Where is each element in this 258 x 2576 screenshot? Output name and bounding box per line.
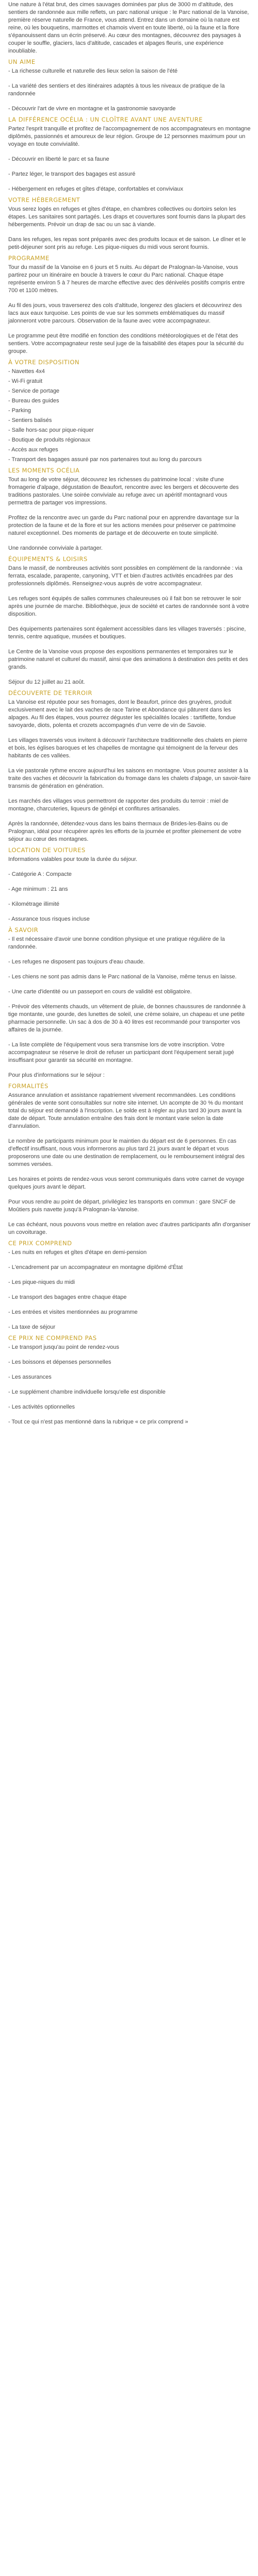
section-title: VOTRE HÉBERGEMENT bbox=[8, 196, 80, 204]
section-paragraph: - Prévoir des vêtements chauds, un vêtement de pluie, de bonnes chaussures de randonnée à tige montante, une gourde, des lunettes de soleil, une crème solaire, un chapeau et une petite pharmacie personnelle. Un sac à dos de 30 à 40 litres est recommandé pour transporter vos affaires de la journée. bbox=[8, 1004, 246, 1033]
section-paragraph: - La liste complète de l'équipement vous sera transmise lors de votre inscription. Votre accompagnateur se réserve le droit de refuser un participant dont l'équipement serait jugé insuffisant pour garantir sa sécurité en montagne. bbox=[8, 1042, 234, 1063]
section-paragraph: - Hébergement en refuges et gîtes d'étape, confortables et conviviaux bbox=[8, 186, 184, 192]
section-paragraph: Assurance annulation et assistance rapatriement vivement recommandées. Les conditions générales de vente sont consultables sur notre site internet. Un acompte de 30 % du montant total du séjour est demandé à l'inscription. Le solde est à régler au plus tard 30 jours avant la date de départ. Toute annulation entraîne des frais dont le montant varie selon la date d'annulation. bbox=[8, 1092, 243, 1129]
section-paragraph: Dans le massif, de nombreuses activités sont possibles en complément de la randonnée : via ferrata, escalade, parapente, canyoning, VTT et bien d'autres activités encadrées par des professionnels diplômés. Renseignez-vous auprès de votre accompagnateur. bbox=[8, 565, 243, 587]
section-title: ÉQUIPEMENTS & LOISIRS bbox=[8, 555, 88, 563]
section-paragraph: - Assurance tous risques incluse bbox=[8, 916, 90, 922]
section-title: PROGRAMME bbox=[8, 255, 50, 262]
section-paragraph: Partez l'esprit tranquille et profitez de l'accompagnement de nos accompagnateurs en montagne diplômés, passionnés et amoureux de leur région. Groupe de 12 personnes maximum pour un voyage en toute convivialité. bbox=[8, 126, 251, 147]
section-paragraph: - Une carte d'identité ou un passeport en cours de validité est obligatoire. bbox=[8, 989, 192, 995]
section-title: FORMALITÉS bbox=[8, 1082, 49, 1090]
list-item: - Bureau des guides bbox=[8, 398, 59, 404]
amenities-list bbox=[8, 368, 251, 464]
section-paragraph: - Les pique-niques du midi bbox=[8, 1279, 75, 1285]
section bbox=[8, 196, 251, 251]
section-paragraph: Les refuges sont équipés de salles communes chaleureuses où il fait bon se retrouver le soir après une journée de marche. Bibliothèque, jeux de société et cartes de randonnée sont à votre disposition. bbox=[8, 596, 249, 617]
section-paragraph: Au fil des jours, vous traverserez des cols d'altitude, longerez des glaciers et découvrirez des lacs aux eaux turquoise. Les points de vue sur les sommets emblématiques du massif jalonneront votre parcours. Observation de la faune avec votre accompagnateur. bbox=[8, 302, 242, 324]
section-title: LA DIFFÉRENCE OCÉLIA : UN CLOÎTRE AVANT UNE AVENTURE bbox=[8, 116, 203, 123]
section bbox=[8, 1240, 251, 1331]
section-paragraph: Informations valables pour toute la durée du séjour. bbox=[8, 856, 138, 862]
section-paragraph: - La richesse culturelle et naturelle des lieux selon la saison de l'été bbox=[8, 68, 178, 74]
section-paragraph: Les villages traversés vous invitent à découvrir l'architecture traditionnelle des chalets en pierre et bois, les églises baroques et les chapelles de montagne qui témoignent de la ferveur des habitants de ces vallées. bbox=[8, 737, 248, 759]
section-paragraph: Le Centre de la Vanoise vous propose des expositions permanentes et temporaires sur le patrimoine naturel et culturel du massif, ainsi que des animations à destination des petits et des grands. bbox=[8, 649, 248, 670]
section-paragraph: - Catégorie A : Compacte bbox=[8, 871, 72, 877]
section-paragraph: - La taxe de séjour bbox=[8, 1324, 56, 1330]
section-paragraph: Profitez de la rencontre avec un garde du Parc national pour en apprendre davantage sur la protection de la faune et de la flore et sur les actions menées pour préserver ce patrimoine naturel exceptionnel. Des moments de partage et de découverte en toute simplicité. bbox=[8, 515, 239, 536]
section-paragraph: - Le transport des bagages entre chaque étape bbox=[8, 1294, 127, 1300]
section-title: LES MOMENTS OCÉLIA bbox=[8, 467, 80, 474]
section-title: UN AIME bbox=[8, 58, 36, 65]
section-paragraph: Après la randonnée, détendez-vous dans les bains thermaux de Brides-les-Bains ou de Pralognan, idéal pour récupérer après les efforts de la journée et profiter pleinement de votre séjour au cœur des montagnes. bbox=[8, 821, 241, 842]
section bbox=[8, 359, 251, 464]
section-paragraph: Le nombre de participants minimum pour le maintien du départ est de 6 personnes. En cas d'effectif insuffisant, nous vous informerons au plus tard 21 jours avant le départ et vous proposerons une date ou une destination de remplacement, ou le remboursement intégral des sommes versées. bbox=[8, 1138, 245, 1167]
section-title: CE PRIX NE COMPREND PAS bbox=[8, 1334, 97, 1342]
section-paragraph: - Les activités optionnelles bbox=[8, 1404, 75, 1410]
section-paragraph: - Découvrir en liberté le parc et sa faune bbox=[8, 156, 109, 162]
list-item: - Boutique de produits régionaux bbox=[8, 437, 90, 443]
section bbox=[8, 116, 251, 193]
section-paragraph: - Les entrées et visites mentionnées au programme bbox=[8, 1309, 138, 1315]
list-item: - Transport des bagages assuré par nos partenaires tout au long du parcours bbox=[8, 456, 202, 463]
section-paragraph: - Les chiens ne sont pas admis dans le Parc national de la Vanoise, même tenus en laisse. bbox=[8, 974, 237, 980]
section-paragraph: - Kilométrage illimité bbox=[8, 901, 60, 907]
section-paragraph: Des équipements partenaires sont également accessibles dans les villages traversés : piscine, tennis, centre aquatique, musées et boutiques. bbox=[8, 626, 246, 640]
intro-text: Une nature à l'état brut, des cimes sauvages dominées par plus de 3000 m d'altitude, des sentiers de randonnée aux mille reflets, un parc national unique : le Parc national de la Vanoise, première réserve naturelle de France, vous attend. Entrez dans un domaine où la nature est reine, où les bouquetins, marmottes et chamois vivent en toute liberté, où la faune et la flore s'épanouissent dans un écrin préservé. Au cœur des montagnes, découvrez des paysages à couper le souffle, glaciers, lacs d'altitude, cascades et alpages fleuris, une expérience inoubliable. bbox=[8, 2, 249, 54]
section-paragraph: - Les assurances bbox=[8, 1374, 52, 1380]
section-title: À VOTRE DISPOSITION bbox=[8, 359, 79, 366]
section-title: DÉCOUVERTE DE TERROIR bbox=[8, 689, 92, 697]
list-item: - Navettes 4x4 bbox=[8, 368, 45, 375]
section-paragraph: La Vanoise est réputée pour ses fromages, dont le Beaufort, prince des gruyères, produit exclusivement avec le lait des vaches de race Tarine et Abondance qui pâturent dans les alpages. Au fil des étapes, vous pourrez déguster les spécialités locales : tartiflette, fondue savoyarde, diots, polenta et crozets accompagnés d'un verre de vin de Savoie. bbox=[8, 699, 236, 728]
list-item: - Salle hors-sac pour pique-niquer bbox=[8, 427, 94, 433]
list-item: - Service de portage bbox=[8, 388, 60, 394]
section bbox=[8, 1334, 251, 1426]
section-paragraph: Vous serez logés en refuges et gîtes d'étape, en chambres collectives ou dortoirs selon les étapes. Les sanitaires sont partagés. Les draps et couvertures sont fournis dans la plupart des hébergements. Prévoir un drap de sac ou un sac à viande. bbox=[8, 206, 246, 228]
section-paragraph: Les horaires et points de rendez-vous vous seront communiqués dans votre carnet de voyage quelques jours avant le départ. bbox=[8, 1176, 245, 1190]
section-paragraph: - Le transport jusqu'au point de rendez-vous bbox=[8, 1344, 119, 1350]
list-item: - Accès aux refuges bbox=[8, 447, 58, 453]
section-paragraph: - Partez léger, le transport des bagages est assuré bbox=[8, 171, 136, 177]
section-paragraph: Une randonnée conviviale à partager. bbox=[8, 545, 103, 551]
section-paragraph: - La variété des sentiers et des itinéraires adaptés à tous les niveaux de pratique de la randonnée bbox=[8, 83, 225, 97]
section-paragraph: - L'encadrement par un accompagnateur en montagne diplômé d'État bbox=[8, 1264, 183, 1270]
sections-container bbox=[8, 58, 251, 1426]
section bbox=[8, 926, 251, 1079]
section-title: CE PRIX COMPREND bbox=[8, 1240, 72, 1247]
section-paragraph: - Il est nécessaire d'avoir une bonne condition physique et une pratique régulière de la randonnée. bbox=[8, 936, 225, 950]
section-title: À SAVOIR bbox=[8, 926, 39, 934]
section bbox=[8, 689, 251, 843]
section-paragraph: Dans les refuges, les repas sont préparés avec des produits locaux et de saison. Le dîner et le petit-déjeuner sont pris au refuge. Les pique-niques du midi vous seront fournis. bbox=[8, 236, 246, 250]
section bbox=[8, 555, 251, 686]
section-paragraph: Les marchés des villages vous permettront de rapporter des produits du terroir : miel de montagne, charcuteries, liqueurs de génépi et confitures artisanales. bbox=[8, 798, 229, 812]
section bbox=[8, 846, 251, 923]
section-paragraph: Le programme peut être modifié en fonction des conditions météorologiques et de l'état des sentiers. Votre accompagnateur reste seul juge de la faisabilité des étapes pour la sécurité du groupe. bbox=[8, 333, 244, 354]
section bbox=[8, 58, 251, 113]
section-paragraph: - Les refuges ne disposent pas toujours d'eau chaude. bbox=[8, 959, 145, 965]
section-paragraph: - Découvrir l'art de vivre en montagne et la gastronomie savoyarde bbox=[8, 106, 176, 112]
section-paragraph: La vie pastorale rythme encore aujourd'hui les saisons en montagne. Vous pourrez assister à la traite des vaches et découvrir la fabrication du fromage dans les chalets d'alpage, un savoir-faire transmis de génération en génération. bbox=[8, 768, 251, 789]
section bbox=[8, 255, 251, 355]
section-paragraph: - Le supplément chambre individuelle lorsqu'elle est disponible bbox=[8, 1389, 166, 1395]
section-paragraph: - Tout ce qui n'est pas mentionné dans la rubrique « ce prix comprend » bbox=[8, 1419, 188, 1425]
list-item: - Wi-Fi gratuit bbox=[8, 378, 42, 384]
section-paragraph: - Age minimum : 21 ans bbox=[8, 886, 68, 892]
section-paragraph: - Les nuits en refuges et gîtes d'étape en demi-pension bbox=[8, 1249, 147, 1256]
section-paragraph: Tout au long de votre séjour, découvrez les richesses du patrimoine local : visite d'une fromagerie d'alpage, dégustation de Beaufort, rencontre avec les bergers et découverte des traditions pastorales. Une soirée conviviale au refuge avec un apéritif montagnard vous permettra de partager vos impressions. bbox=[8, 477, 239, 506]
section-paragraph: Le cas échéant, nous pouvons vous mettre en relation avec d'autres participants afin d'organiser un covoiturage. bbox=[8, 1222, 251, 1235]
list-item: - Sentiers balisés bbox=[8, 417, 52, 423]
section-paragraph: - Les boissons et dépenses personnelles bbox=[8, 1359, 111, 1365]
section-title: LOCATION DE VOITURES bbox=[8, 846, 86, 854]
section-paragraph: Tour du massif de la Vanoise en 6 jours et 5 nuits. Au départ de Pralognan-la-Vanoise, vous partirez pour un itinéraire en boucle à travers le cœur du Parc national. Chaque étape représente environ 5 à 7 heures de marche effective avec des dénivelés positifs compris entre 700 et 1100 mètres. bbox=[8, 264, 245, 294]
section-paragraph: Pour plus d'informations sur le séjour : bbox=[8, 1072, 105, 1078]
section bbox=[8, 467, 251, 552]
section-paragraph: Pour vous rendre au point de départ, privilégiez les transports en commun : gare SNCF de Moûtiers puis navette jusqu'à Pralognan-la-Vanoise. bbox=[8, 1199, 236, 1213]
section-paragraph: Séjour du 12 juillet au 21 août. bbox=[8, 679, 85, 685]
section bbox=[8, 1082, 251, 1236]
list-item: - Parking bbox=[8, 408, 31, 414]
